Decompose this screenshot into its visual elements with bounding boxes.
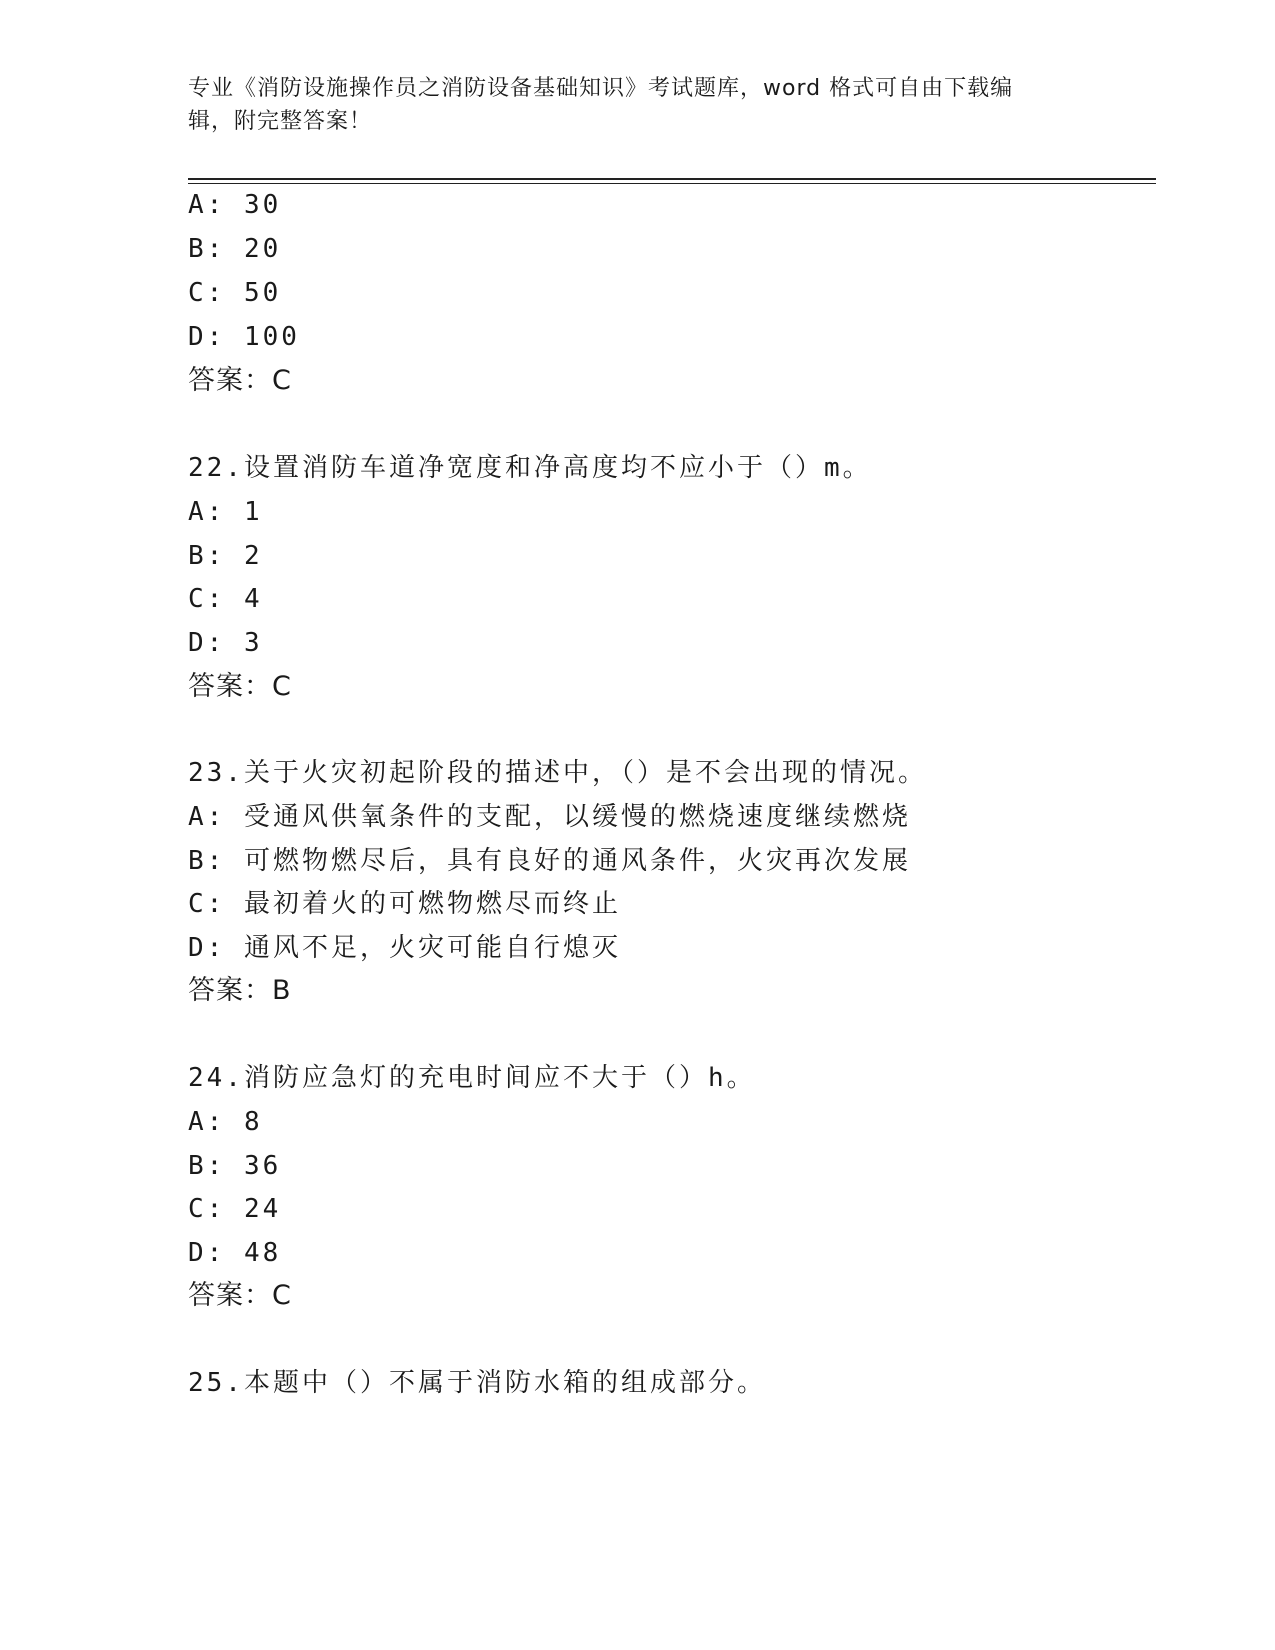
header-line-2: 辑，附完整答案！ <box>188 109 373 134</box>
header-rule-thick <box>188 178 1156 180</box>
q24-answer: 答案：C <box>188 1280 292 1311</box>
header-line-1: 专业《消防设施操作员之消防设备基础知识》考试题库，word 格式可自由下载编 <box>188 76 1014 101</box>
q22-option-d: D: 3 <box>188 628 263 658</box>
q23-option-a: A: 受通风供氧条件的支配，以缓慢的燃烧速度继续燃烧 <box>188 802 911 832</box>
q23-option-b: B: 可燃物燃尽后，具有良好的通风条件，火灾再次发展 <box>188 846 911 876</box>
q22-option-c: C: 4 <box>188 584 263 614</box>
q22-option-b: B: 2 <box>188 541 263 571</box>
q23-stem: 23.关于火灾初起阶段的描述中，（）是不会出现的情况。 <box>188 758 927 788</box>
document-header <box>188 72 1088 138</box>
q23-answer: 答案：B <box>188 975 292 1006</box>
q25-stem: 25.本题中（）不属于消防水箱的组成部分。 <box>188 1368 766 1398</box>
q21-option-d: D: 100 <box>188 322 300 352</box>
q22-answer: 答案：C <box>188 671 292 702</box>
q21-option-a: A: 30 <box>188 190 282 220</box>
q22-stem: 22.设置消防车道净宽度和净高度均不应小于（）m。 <box>188 453 872 483</box>
q24-option-a: A: 8 <box>188 1107 263 1137</box>
q24-stem: 24.消防应急灯的充电时间应不大于（）h。 <box>188 1063 756 1093</box>
header-rule-thin <box>188 183 1156 184</box>
q22-option-a: A: 1 <box>188 497 263 527</box>
q24-option-c: C: 24 <box>188 1194 282 1224</box>
q23-option-c: C: 最初着火的可燃物燃尽而终止 <box>188 889 621 919</box>
q24-option-b: B: 36 <box>188 1151 282 1181</box>
q21-option-b: B: 20 <box>188 234 282 264</box>
q21-answer: 答案：C <box>188 365 292 396</box>
q21-option-c: C: 50 <box>188 278 282 308</box>
q23-option-d: D: 通风不足，火灾可能自行熄灭 <box>188 933 621 963</box>
q24-option-d: D: 48 <box>188 1238 282 1268</box>
